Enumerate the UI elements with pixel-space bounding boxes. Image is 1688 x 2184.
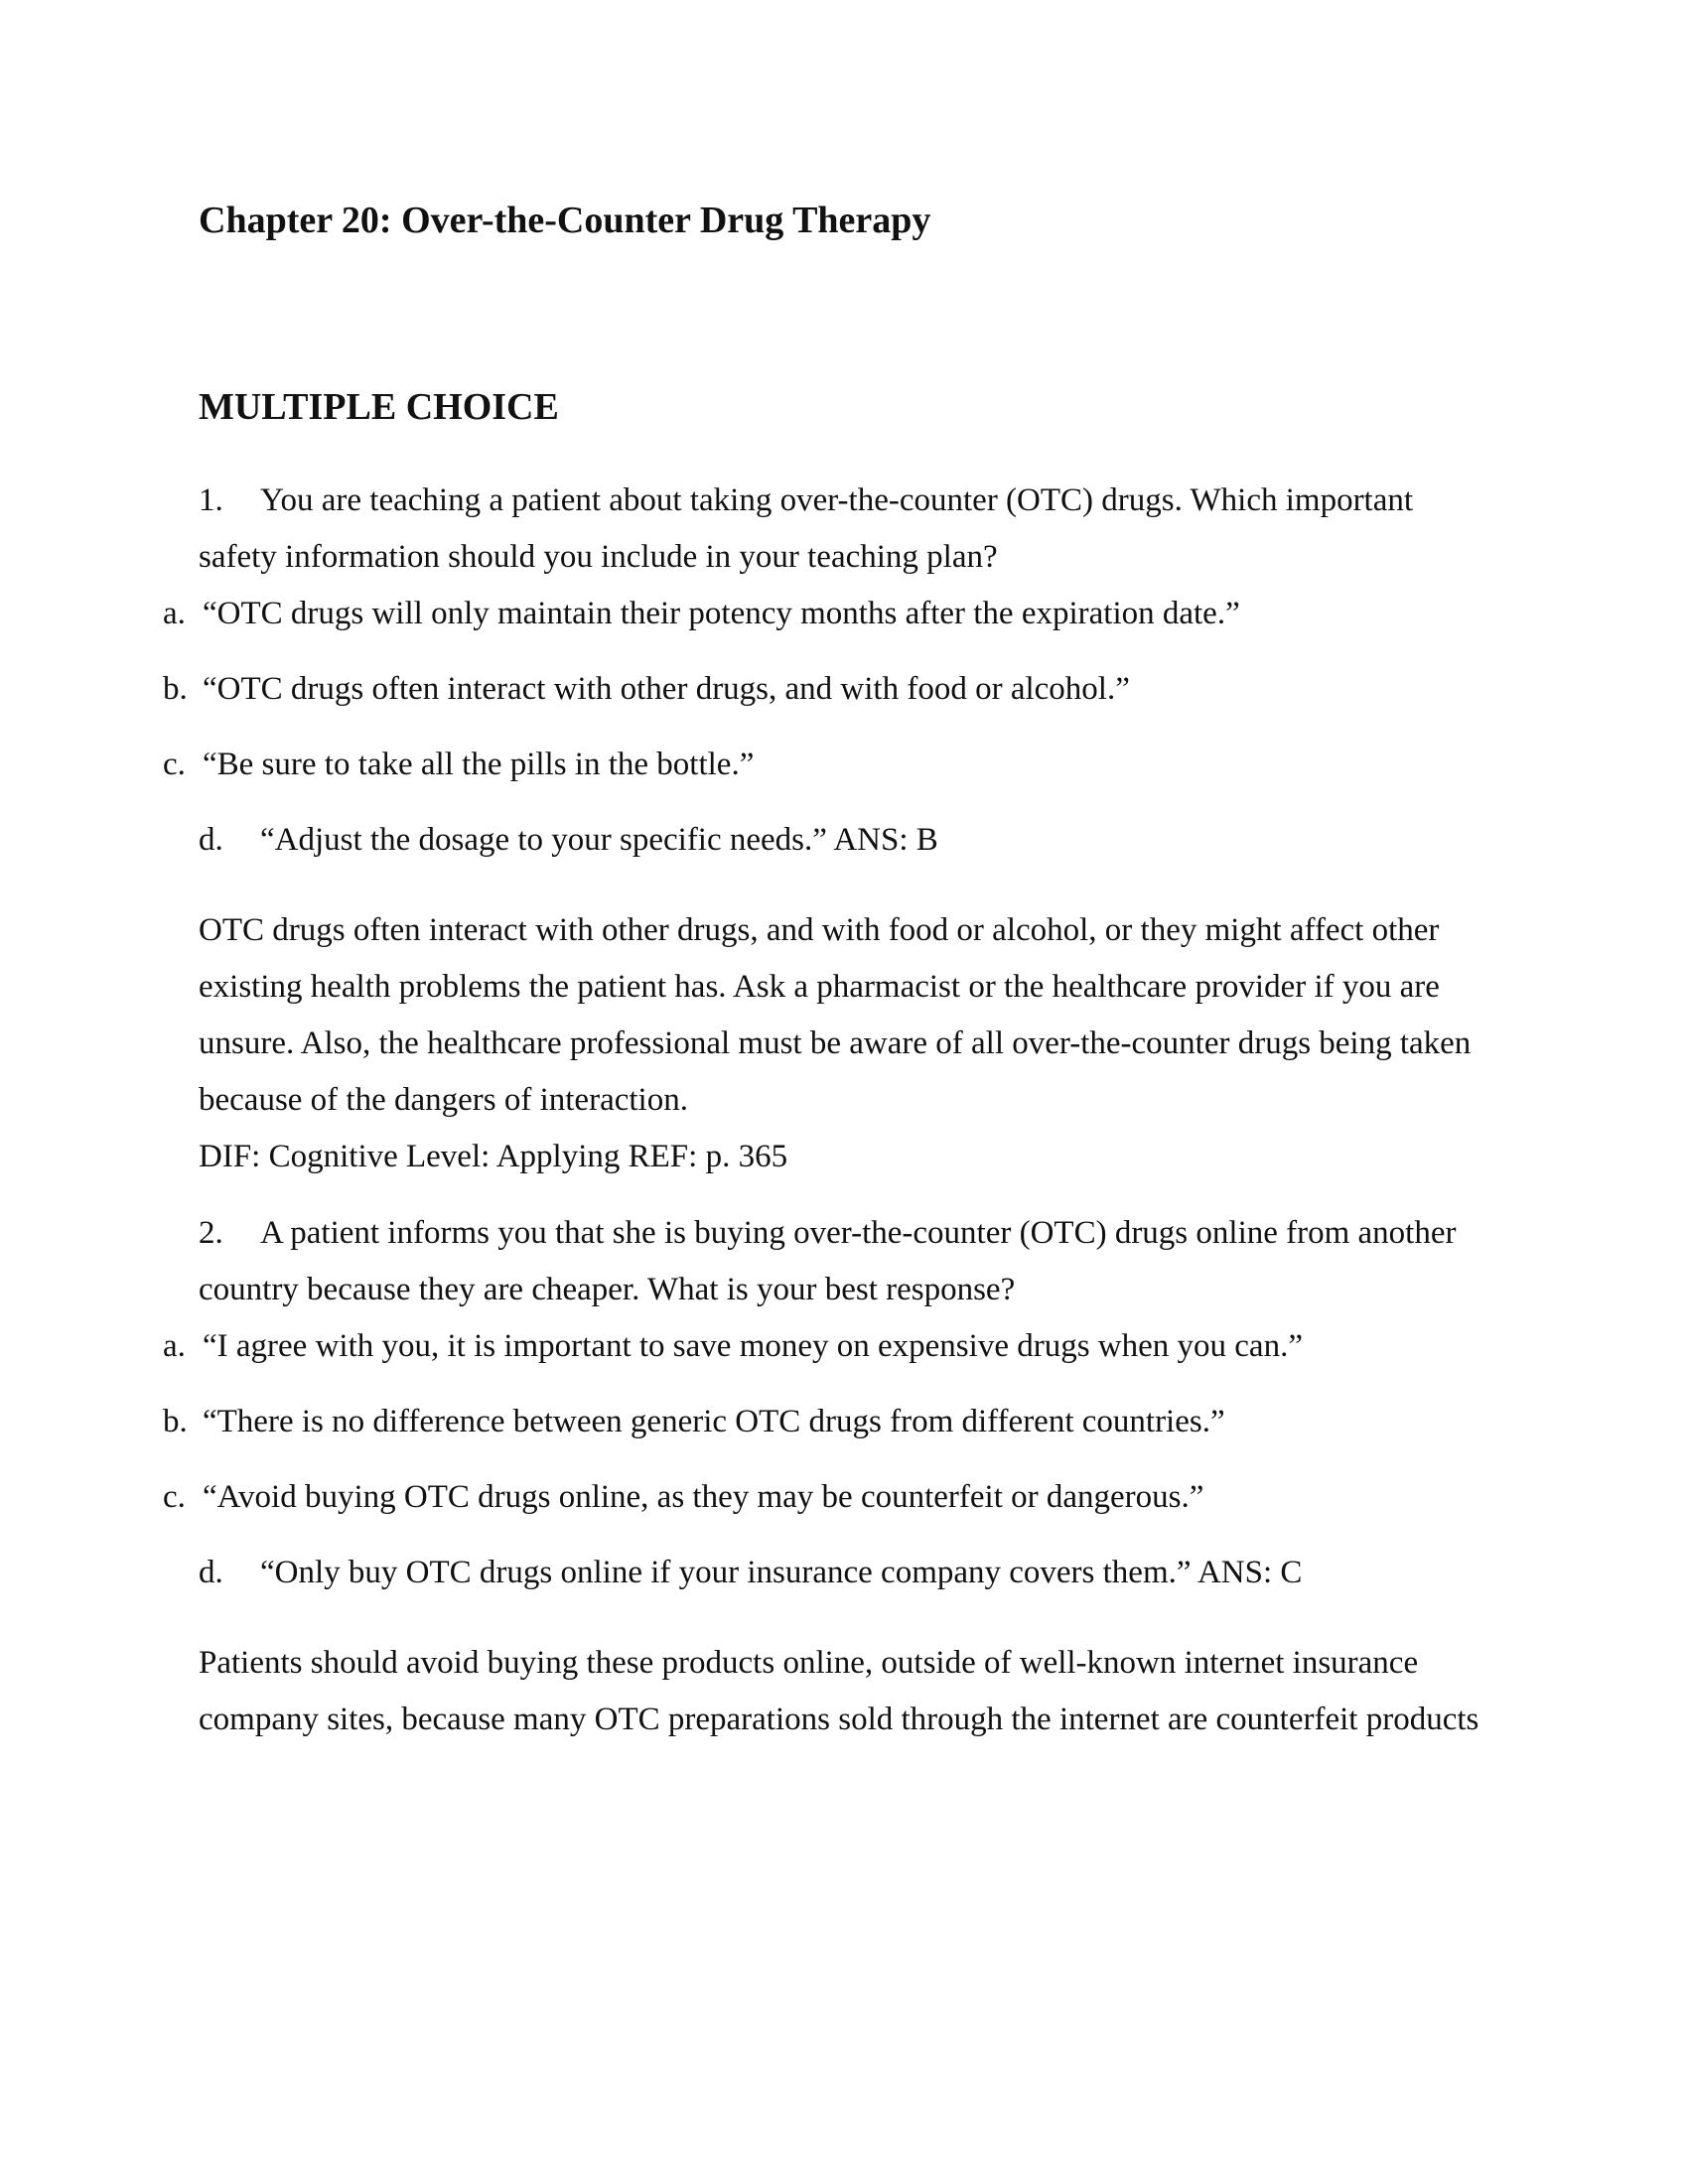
question-stem-line: country because they are cheaper. What is your best response?	[199, 1272, 1016, 1307]
option-text: “There is no difference between generic OTC drugs from different countries.”	[203, 1404, 1225, 1439]
option-letter: b.	[163, 671, 188, 707]
option-letter: a.	[163, 596, 186, 631]
option-text: “Adjust the dosage to your specific needs.” ANS: B	[260, 822, 938, 858]
rationale-line: because of the dangers of interaction.	[199, 1082, 688, 1118]
rationale-line: existing health problems the patient has. Ask a pharmacist or the healthcare provider if you are	[199, 969, 1440, 1005]
option-text: “I agree with you, it is important to save money on expensive drugs when you can.”	[203, 1328, 1303, 1364]
option-letter: d.	[199, 822, 223, 858]
question-stem-line: A patient informs you that she is buying over-the-counter (OTC) drugs online from another	[260, 1215, 1457, 1251]
question-stem-line: You are teaching a patient about taking over-the-counter (OTC) drugs. Which important	[260, 482, 1414, 518]
option-letter: a.	[163, 1328, 186, 1364]
option-letter: d.	[199, 1555, 223, 1590]
question-number: 2.	[199, 1215, 223, 1251]
rationale-line: unsure. Also, the healthcare professional must be aware of all over-the-counter drugs being taken	[199, 1025, 1472, 1061]
option-text: “OTC drugs will only maintain their potency months after the expiration date.”	[203, 596, 1240, 631]
question-meta: DIF: Cognitive Level: Applying REF: p. 365	[199, 1139, 788, 1174]
option-text: “Only buy OTC drugs online if your insurance company covers them.” ANS: C	[260, 1555, 1303, 1590]
option-text: “OTC drugs often interact with other drugs, and with food or alcohol.”	[203, 671, 1130, 707]
option-letter: c.	[163, 747, 186, 782]
rationale-line: Patients should avoid buying these products online, outside of well-known internet insurance	[199, 1645, 1419, 1681]
question-number: 1.	[199, 482, 223, 518]
section-heading: MULTIPLE CHOICE	[199, 386, 559, 428]
option-text: “Be sure to take all the pills in the bottle.”	[203, 747, 755, 782]
question-stem-line: safety information should you include in your teaching plan?	[199, 539, 998, 575]
rationale-line: OTC drugs often interact with other drugs, and with food or alcohol, or they might affect other	[199, 912, 1440, 948]
option-text: “Avoid buying OTC drugs online, as they may be counterfeit or dangerous.”	[203, 1479, 1204, 1515]
chapter-title: Chapter 20: Over-the-Counter Drug Therapy	[199, 200, 931, 241]
option-letter: c.	[163, 1479, 186, 1515]
rationale-line: company sites, because many OTC preparations sold through the internet are counterfeit products	[199, 1702, 1479, 1737]
option-letter: b.	[163, 1404, 188, 1439]
